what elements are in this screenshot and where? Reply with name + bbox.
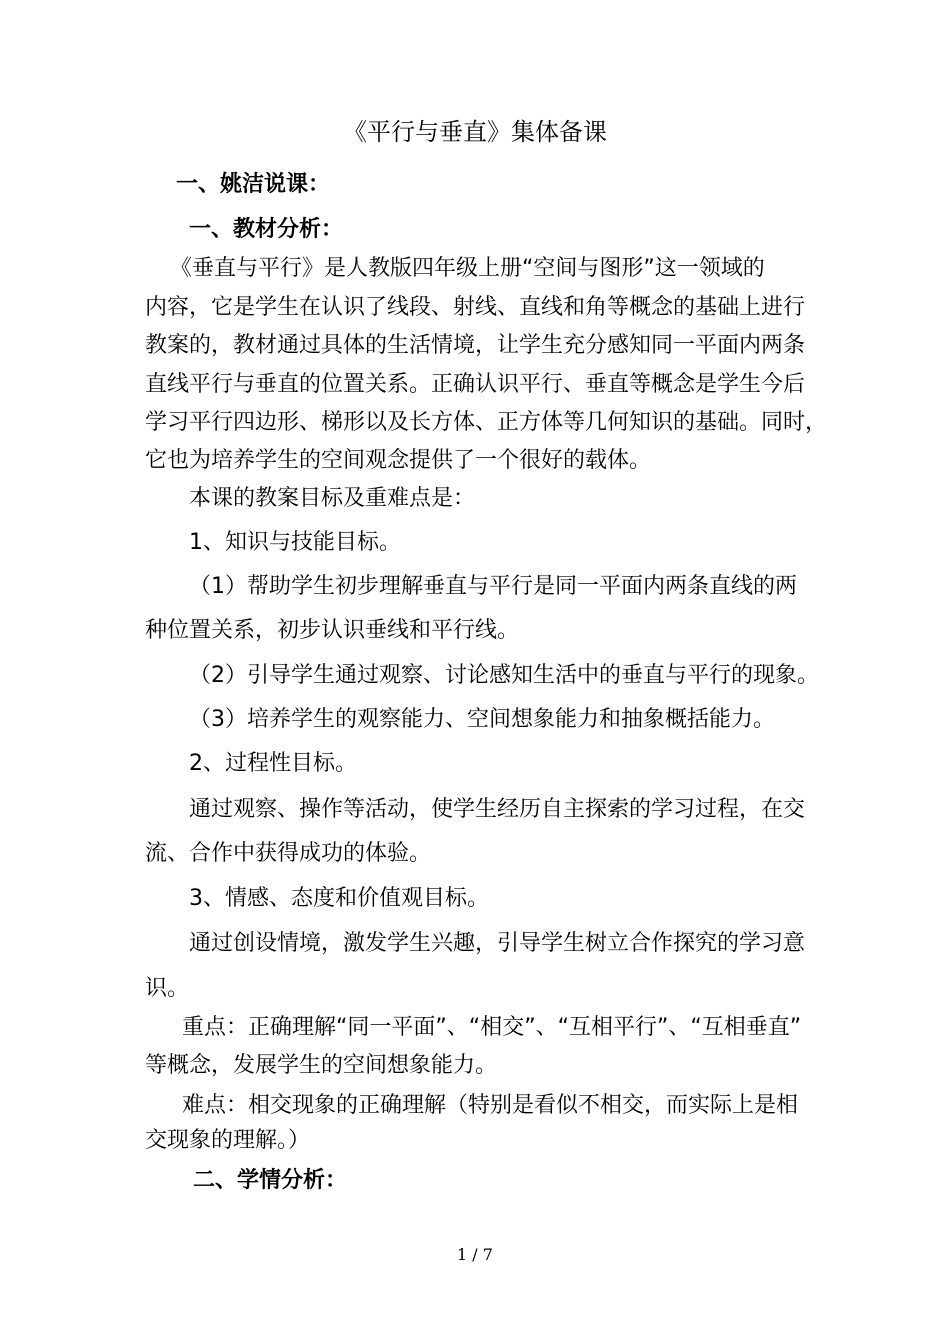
key-point-line: 等概念，发展学生的空间想象能力。 — [145, 1053, 498, 1078]
section-heading-textbook-analysis: 一、教材分析： — [189, 217, 344, 242]
paragraph-line: 《垂直与平行》是人教版四年级上册“空间与图形”这一领域的 — [170, 256, 765, 281]
section-heading-student-analysis: 二、学情分析： — [193, 1168, 348, 1193]
paragraph-line: 通过创设情境，激发学生兴趣，引导学生树立合作探究的学习意 — [189, 931, 806, 956]
paragraph-line: 流、合作中获得成功的体验。 — [145, 841, 432, 866]
speaker-heading: 一、姚洁说课： — [176, 172, 331, 197]
page-number: 1 / 7 — [457, 1245, 493, 1264]
paragraph-line: 内容，它是学生在认识了线段、射线、直线和角等概念的基础上进行 — [145, 295, 806, 320]
difficulty-line: 交现象的理解。） — [145, 1128, 311, 1153]
goal-item-line: （1）帮助学生初步理解垂直与平行是同一平面内两条直线的两 — [189, 574, 797, 599]
paragraph-line: 识。 — [145, 976, 190, 1001]
paragraph-line: 直线平行与垂直的位置关系。正确认识平行、垂直等概念是学生今后 — [145, 372, 806, 397]
key-point-line: 重点：正确理解“同一平面”、“相交”、“互相平行”、“互相垂直” — [182, 1015, 802, 1040]
paragraph-line: 通过观察、操作等活动，使学生经历自主探索的学习过程，在交 — [189, 797, 806, 822]
difficulty-line: 难点：相交现象的正确理解（特别是看似不相交，而实际上是相 — [182, 1093, 799, 1118]
paragraph-line: 它也为培养学生的空间观念提供了一个很好的载体。 — [145, 448, 652, 473]
paragraph-line: 学习平行四边形、梯形以及长方体、正方体等几何知识的基础。同时， — [145, 410, 828, 435]
goal-emotion-title: 3、情感、态度和价值观目标。 — [189, 886, 489, 911]
goal-item-line: 种位置关系，初步认识垂线和平行线。 — [145, 618, 520, 643]
document-title: 《平行与垂直》集体备课 — [343, 118, 607, 146]
goals-intro: 本课的教案目标及重难点是： — [189, 486, 476, 511]
goal-item-line: （3）培养学生的观察能力、空间想象能力和抽象概括能力。 — [189, 707, 775, 732]
goal-knowledge-title: 1、知识与技能目标。 — [189, 530, 401, 555]
goal-process-title: 2、过程性目标。 — [189, 751, 357, 776]
goal-item-line: （2）引导学生通过观察、讨论感知生活中的垂直与平行的现象。 — [189, 663, 819, 688]
paragraph-line: 教案的，教材通过具体的生活情境，让学生充分感知同一平面内两条 — [145, 333, 806, 358]
